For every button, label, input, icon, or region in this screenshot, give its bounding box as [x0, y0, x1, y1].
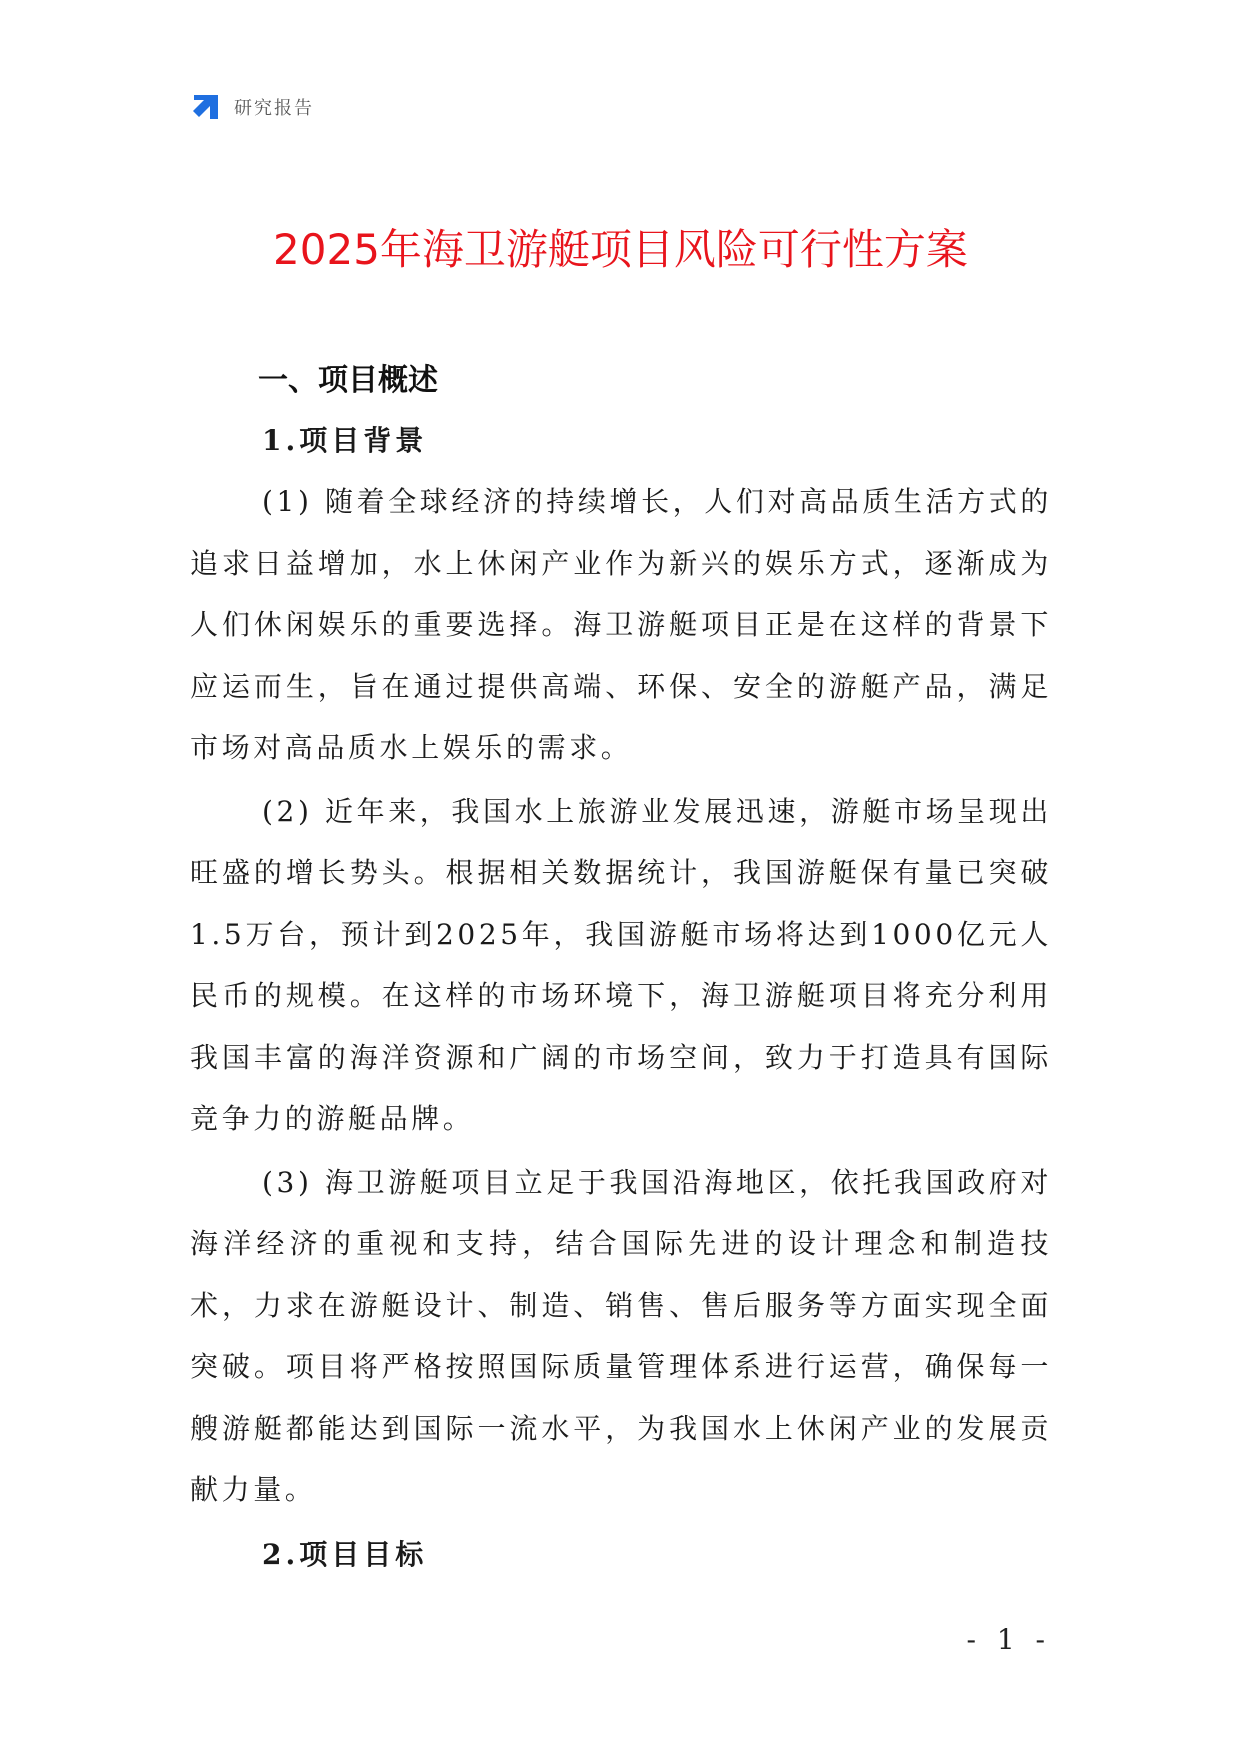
subsection-heading-background: 1.项目背景 [262, 424, 428, 457]
document-body [190, 355, 1052, 1583]
report-header [190, 90, 314, 124]
paragraph-2: (2) 近年来，我国水上旅游业发展迅速，游艇市场呈现出旺盛的增长势头。根据相关数据统计，我国游艇保有量已突破1.5万台，预计到2025年，我国游艇市场将达到1000亿元人民币的规模。在这样的市场环境下，海卫游艇项目将充分利用我国丰富的海洋资源和广阔的市场空间，致力于打造具有国际竞争力的游艇品牌。 [190, 794, 1052, 1135]
section-heading: 一、项目概述 [258, 363, 438, 398]
page-number: - 1 - [966, 1623, 1051, 1656]
paragraph-3: (3) 海卫游艇项目立足于我国沿海地区，依托我国政府对海洋经济的重视和支持，结合国际先进的设计理念和制造技术，力求在游艇设计、制造、销售、售后服务等方面实现全面突破。项目将严格按照国际质量管理体系进行运营，确保每一艘游艇都能达到国际一流水平，为我国水上休闲产业的发展贡献力量。 [190, 1165, 1052, 1506]
subsection-heading-goals: 2.项目目标 [262, 1537, 428, 1571]
document-title: 2025年海卫游艇项目风险可行性方案 [273, 225, 968, 274]
header-label: 研究报告 [234, 98, 314, 119]
arrow-up-right-icon [190, 91, 222, 123]
paragraph-1: (1) 随着全球经济的持续增长，人们对高品质生活方式的追求日益增加，水上休闲产业作为新兴的娱乐方式，逐渐成为人们休闲娱乐的重要选择。海卫游艇项目正是在这样的背景下应运而生，旨在通过提供高端、环保、安全的游艇产品，满足市场对高品质水上娱乐的需求。 [190, 485, 1052, 764]
